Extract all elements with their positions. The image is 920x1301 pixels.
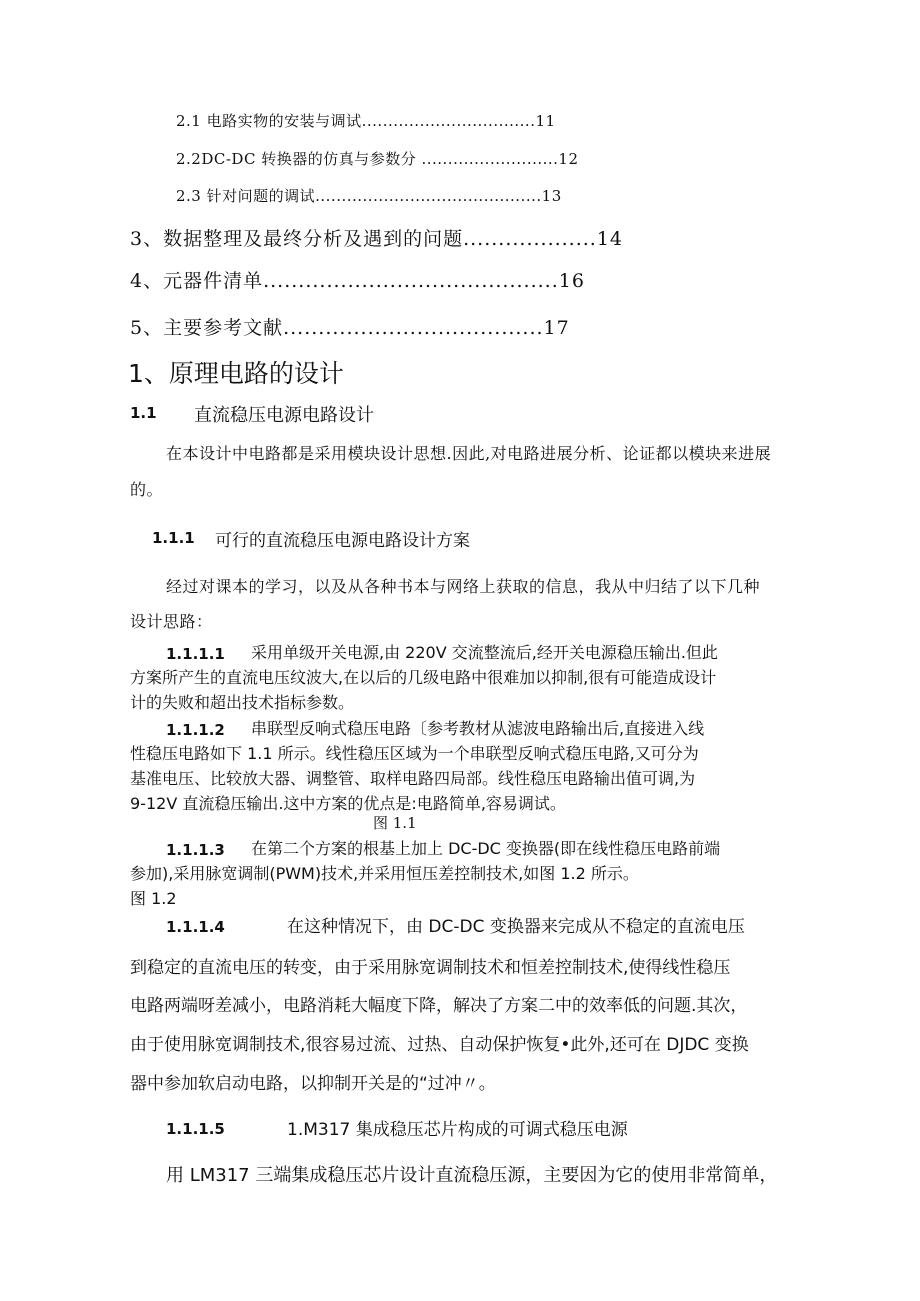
- item-1-1-1-4-line-4: 由于使用脉宽调制技术,很容易过流、过热、自动保护恢复•此外,还可在 DJDC 变换: [130, 1035, 749, 1055]
- item-1-1-1-2-number: 1.1.1.2: [166, 721, 225, 739]
- item-1-1-1-2-line-1: 串联型反响式稳压电路〔参考教材从滤波电路输出后,直接进入线: [251, 719, 705, 738]
- item-1-1-1-3-number: 1.1.1.3: [166, 841, 225, 859]
- item-1-1-1-3-line-2: 参加),采用脉宽调制(PWM)技术,并采用恒压差控制技术,如图 1.2 所示。: [130, 864, 639, 883]
- item-1-1-1-5-title: 1.M317 集成稳压芯片构成的可调式稳压电源: [287, 1120, 628, 1140]
- study-paragraph-line-1: 经过对课本的学习，以及从各种书本与网络上获取的信息，我从中归结了以下几种: [166, 577, 761, 596]
- item-1-1-1-2-line-2: 性稳压电路如下 1.1 所示。线性稳压区域为一个串联型反响式稳压电路,又可分为: [130, 744, 699, 763]
- item-1-1-1-2-line-3: 基准电压、比较放大器、调整管、取样电路四局部。线性稳压电路输出值可调,为: [130, 769, 696, 788]
- toc-entry-2-3[interactable]: 2.3 针对问题的调试...........................................13: [176, 187, 562, 205]
- item-1-1-1-4-line-5: 器中参加软启动电路，以抑制开关是的“过冲〃。: [130, 1074, 496, 1094]
- item-1-1-1-1-line-3: 计的失败和超出技术指标参数。: [130, 693, 355, 712]
- item-1-1-1-1-line-2: 方案所产生的直流电压纹波大,在以后的几级电路中很难加以抑制,很有可能造成设计: [130, 668, 717, 687]
- heading-1: 1、原理电路的设计: [128, 359, 344, 388]
- item-1-1-1-4-number: 1.1.1.4: [166, 918, 225, 936]
- toc-entry-2-2[interactable]: 2.2DC-DC 转换器的仿真与参数分 ..........................12: [176, 150, 579, 168]
- item-1-1-1-5-number: 1.1.1.5: [166, 1120, 225, 1138]
- toc-entry-2-1[interactable]: 2.1 电路实物的安装与调试.................................11: [176, 112, 556, 130]
- item-1-1-1-3-line-1: 在第二个方案的根基上加上 DC-DC 变换器(即在线性稳压电路前端: [251, 839, 721, 858]
- section-1-1-title: 直流稳压电源电路设计: [194, 405, 374, 426]
- figure-1-2-caption: 图 1.2: [130, 889, 177, 908]
- figure-1-1-caption: 图 1.1: [373, 814, 417, 832]
- section-1-1-number: 1.1: [130, 404, 157, 422]
- study-paragraph-line-2: 设计思路：: [130, 612, 213, 631]
- item-1-1-1-4-line-2: 到稳定的直流电压的转变，由于采用脉宽调制技术和恒差控制技术,使得线性稳压: [130, 958, 731, 978]
- lm317-paragraph-line-1: 用 LM317 三端集成稳压芯片设计直流稳压源，主要因为它的使用非常简单，: [166, 1165, 778, 1186]
- item-1-1-1-2-line-4: 9-12V 直流稳压输出.这中方案的优点是:电路简单,容易调试。: [130, 794, 566, 813]
- intro-paragraph-line-2: 的。: [130, 480, 164, 499]
- intro-paragraph-line-1: 在本设计中电路都是采用模块设计思想.因此,对电路进展分析、论证都以模块来进展: [166, 444, 772, 463]
- item-1-1-1-1-line-1: 采用单级开关电源,由 220V 交流整流后,经开关电源稳压输出.但此: [251, 643, 718, 662]
- toc-entry-5[interactable]: 5、主要参考文献.....................................17: [130, 317, 570, 339]
- section-1-1-1-title: 可行的直流稳压电源电路设计方案: [215, 531, 470, 551]
- item-1-1-1-1-number: 1.1.1.1: [166, 645, 225, 663]
- item-1-1-1-4-line-3: 电路两端呀差减小，电路消耗大幅度下降，解决了方案二中的效率低的问题.其次，: [130, 996, 748, 1016]
- toc-entry-4[interactable]: 4、元器件清单..........................................16: [130, 270, 585, 292]
- toc-entry-3[interactable]: 3、数据整理及最终分析及遇到的问题...................14: [130, 228, 624, 250]
- item-1-1-1-4-line-1: 在这种情况下，由 DC-DC 变换器来完成从不稳定的直流电压: [287, 917, 745, 937]
- section-1-1-1-number: 1.1.1: [152, 529, 195, 547]
